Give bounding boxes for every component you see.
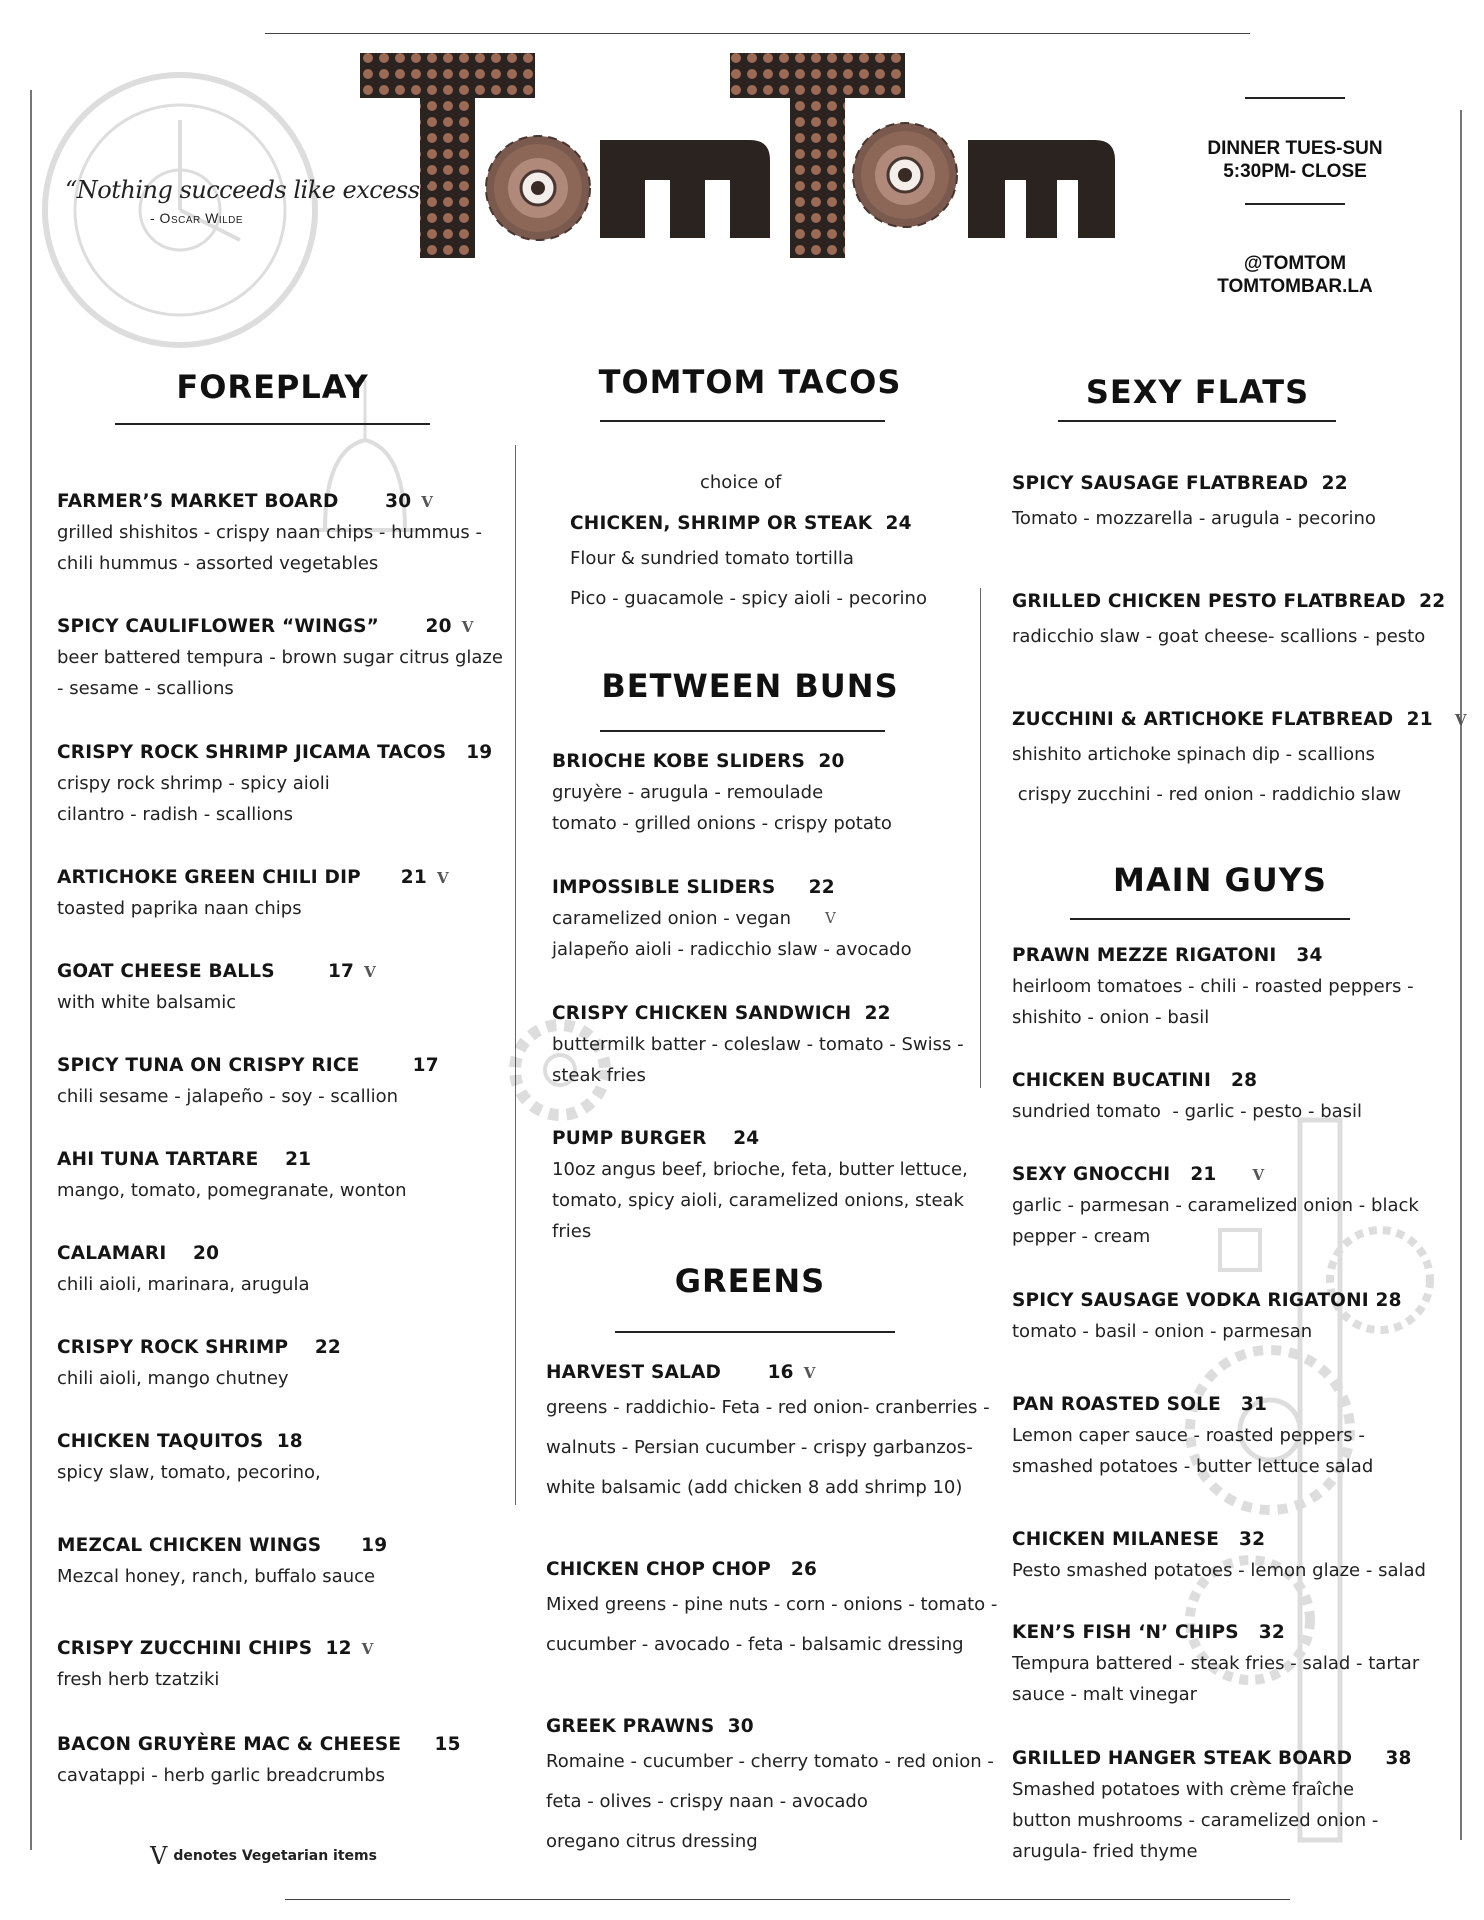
left-border — [30, 90, 32, 1850]
header-quote: “Nothing succeeds like excess” — [65, 176, 432, 204]
mains-rule — [1070, 918, 1350, 920]
hours-block — [1180, 137, 1410, 183]
item-desc: Tempura battered - steak fries - salad - tartar — [1012, 1653, 1420, 1674]
menu-item — [57, 612, 503, 704]
item-price: 24 — [885, 513, 912, 534]
item-name: BACON GRUYÈRE MAC & CHEESE — [57, 1734, 402, 1755]
item-name: SPICY CAULIFLOWER “WINGS” — [57, 616, 380, 637]
item-name: CRISPY CHICKEN SANDWICH — [552, 1003, 852, 1024]
menu-item — [57, 1531, 387, 1592]
column-divider-right — [980, 588, 981, 1088]
tomtom-logo — [360, 50, 1120, 265]
menu-item — [1012, 941, 1414, 1033]
item-price: 20 — [425, 616, 452, 637]
item-name: FARMER’S MARKET BOARD — [57, 491, 339, 512]
item-desc: cavatappi - herb garlic breadcrumbs — [57, 1765, 385, 1786]
vegetarian-icon: V — [461, 618, 474, 636]
tacos-choice-label: choice of — [700, 472, 782, 493]
item-price: 32 — [1258, 1622, 1285, 1643]
item-price: 19 — [466, 742, 493, 763]
item-name: CRISPY ROCK SHRIMP — [57, 1337, 289, 1358]
bottom-rule — [285, 1899, 1290, 1900]
item-desc: mango, tomato, pomegranate, wonton — [57, 1180, 407, 1201]
menu-item — [552, 999, 964, 1091]
item-price: 24 — [733, 1128, 760, 1149]
clock-watermark-icon — [40, 40, 340, 370]
item-name: PUMP BURGER — [552, 1128, 707, 1149]
item-price: 22 — [1419, 591, 1446, 612]
menu-item — [570, 509, 927, 619]
item-desc: beer battered tempura - brown sugar citrus glaze — [57, 647, 503, 668]
item-name: CHICKEN BUCATINI — [1012, 1070, 1212, 1091]
vegetarian-icon: V — [1252, 1166, 1265, 1184]
vegetarian-icon: V — [364, 963, 376, 981]
item-desc: button mushrooms - caramelized onion - — [1012, 1810, 1379, 1831]
hours-days: DINNER TUES-SUN — [1207, 138, 1383, 159]
item-name: ARTICHOKE GREEN CHILI DIP — [57, 867, 361, 888]
item-price: 20 — [818, 751, 845, 772]
item-name: GRILLED HANGER STEAK BOARD — [1012, 1748, 1353, 1769]
menu-item — [57, 1427, 321, 1488]
section-title-mains: MAIN GUYS — [1113, 861, 1327, 899]
vegetarian-icon: V — [436, 869, 449, 887]
item-desc: Lemon caper sauce - roasted peppers - — [1012, 1425, 1365, 1446]
item-name: PAN ROASTED SOLE — [1012, 1394, 1221, 1415]
item-desc: steak fries — [552, 1065, 646, 1086]
menu-item — [1012, 1744, 1412, 1867]
item-desc: sundried tomato - garlic - pesto - basil — [1012, 1101, 1363, 1122]
top-rule — [265, 33, 1250, 34]
item-price: 16 — [767, 1362, 794, 1383]
item-name: GRILLED CHICKEN PESTO FLATBREAD — [1012, 591, 1406, 612]
item-name: KEN’S FISH ‘N’ CHIPS — [1012, 1622, 1239, 1643]
website: TOMTOMBAR.LA — [1217, 276, 1373, 297]
item-desc: toasted paprika naan chips — [57, 898, 302, 919]
vegetarian-legend — [150, 1842, 377, 1870]
item-desc: greens - raddichio- Feta - red onion- cranberries - — [546, 1397, 990, 1418]
item-desc: chili hummus - assorted vegetables — [57, 553, 379, 574]
menu-item — [1012, 1160, 1419, 1252]
item-desc: walnuts - Persian cucumber - crispy garbanzos- — [546, 1437, 973, 1458]
vegetarian-icon: V — [825, 909, 836, 927]
menu-item — [552, 747, 892, 839]
item-desc: grilled shishitos - crispy naan chips - hummus - — [57, 522, 483, 543]
menu-item — [1012, 587, 1445, 657]
item-name: CRISPY ZUCCHINI CHIPS — [57, 1638, 313, 1659]
item-name: SEXY GNOCCHI — [1012, 1164, 1171, 1185]
item-desc: arugula- fried thyme — [1012, 1841, 1198, 1862]
item-price: 21 — [1190, 1164, 1217, 1185]
item-desc: fresh herb tzatziki — [57, 1669, 220, 1690]
item-price: 19 — [361, 1535, 388, 1556]
item-price: 22 — [1321, 473, 1348, 494]
menu-item — [57, 1239, 310, 1300]
menu-item — [1012, 1525, 1426, 1586]
hours-rule-top — [1245, 97, 1345, 99]
item-name: MEZCAL CHICKEN WINGS — [57, 1535, 322, 1556]
legend-text: denotes Vegetarian items — [173, 1848, 377, 1864]
item-desc: feta - olives - crispy naan - avocado — [546, 1791, 868, 1812]
item-desc: cilantro - radish - scallions — [57, 804, 294, 825]
item-name: ZUCCHINI & ARTICHOKE FLATBREAD — [1012, 709, 1394, 730]
menu-item — [546, 1712, 994, 1862]
item-price: 28 — [1375, 1290, 1402, 1311]
item-price: 32 — [1239, 1529, 1266, 1550]
menu-item — [57, 1145, 407, 1206]
greens-rule — [615, 1331, 895, 1333]
right-border — [1460, 110, 1462, 1840]
item-name: SPICY SAUSAGE FLATBREAD — [1012, 473, 1309, 494]
menu-item — [57, 1634, 374, 1695]
item-desc: fries — [552, 1221, 592, 1242]
item-name: CHICKEN, SHRIMP OR STEAK — [570, 513, 873, 534]
tacos-rule — [600, 420, 885, 422]
item-price: 20 — [193, 1243, 220, 1264]
item-desc: smashed potatoes - butter lettuce salad — [1012, 1456, 1374, 1477]
vegetarian-icon: V — [1454, 711, 1467, 729]
menu-item — [1012, 705, 1467, 815]
menu-item — [1012, 1618, 1419, 1710]
item-name: IMPOSSIBLE SLIDERS — [552, 877, 776, 898]
item-desc: Mixed greens - pine nuts - corn - onions - tomato - — [546, 1594, 998, 1615]
vegetarian-icon: V — [421, 493, 434, 511]
item-price: 21 — [285, 1149, 312, 1170]
item-desc: chili sesame - jalapeño - soy - scallion — [57, 1086, 399, 1107]
item-desc: white balsamic (add chicken 8 add shrimp 10) — [546, 1477, 963, 1498]
item-desc: shishito - onion - basil — [1012, 1007, 1210, 1028]
item-price: 22 — [314, 1337, 341, 1358]
item-price: 28 — [1231, 1070, 1258, 1091]
menu-item — [546, 1555, 997, 1665]
item-desc: shishito artichoke spinach dip - scallions — [1012, 744, 1375, 765]
item-desc: Flour & sundried tomato tortilla — [570, 548, 854, 569]
item-price: 17 — [327, 961, 355, 982]
social-handle: @TOMTOM — [1243, 253, 1347, 274]
item-price: 18 — [276, 1431, 303, 1452]
item-price: 22 — [864, 1003, 891, 1024]
item-name: CALAMARI — [57, 1243, 167, 1264]
menu-item — [552, 873, 912, 965]
item-desc: Pico - guacamole - spicy aioli - pecorino — [570, 588, 927, 609]
foreplay-rule — [115, 423, 430, 425]
menu-item — [57, 487, 482, 579]
item-name: CHICKEN TAQUITOS — [57, 1431, 264, 1452]
item-desc: tomato, spicy aioli, caramelized onions, steak — [552, 1190, 964, 1211]
section-title-buns: BETWEEN BUNS — [601, 667, 899, 705]
vegetarian-icon: V — [361, 1640, 374, 1658]
quote-author: - Oscar Wilde — [150, 210, 244, 226]
menu-item — [1012, 1286, 1402, 1347]
item-desc: - sesame - scallions — [57, 678, 234, 699]
item-price: 22 — [808, 877, 835, 898]
item-name: AHI TUNA TARTARE — [57, 1149, 259, 1170]
item-price: 30 — [727, 1716, 754, 1737]
item-desc: chili aioli, mango chutney — [57, 1368, 289, 1389]
item-price: 26 — [790, 1559, 818, 1580]
item-name: CHICKEN CHOP CHOP — [546, 1559, 771, 1580]
item-desc: garlic - parmesan - caramelized onion - black — [1012, 1195, 1419, 1216]
menu-item — [57, 1333, 341, 1394]
item-price: 38 — [1385, 1748, 1412, 1769]
section-title-greens: GREENS — [674, 1262, 826, 1300]
item-price: 34 — [1296, 945, 1323, 966]
menu-item — [57, 957, 376, 1018]
item-name: GOAT CHEESE BALLS — [57, 961, 275, 982]
item-desc: jalapeño aioli - radicchio slaw - avocado — [552, 939, 912, 960]
item-price: 31 — [1240, 1394, 1268, 1415]
section-title-flats: SEXY FLATS — [1085, 373, 1310, 411]
item-desc: crispy rock shrimp - spicy aioli — [57, 773, 330, 794]
hours-rule-bottom — [1245, 203, 1345, 205]
item-desc: Tomato - mozzarella - arugula - pecorino — [1012, 508, 1376, 529]
item-price: 15 — [434, 1734, 461, 1755]
section-title-tacos: TOMTOM TACOS — [598, 363, 902, 401]
menu-item — [57, 863, 449, 924]
item-desc: gruyère - arugula - remoulade — [552, 782, 824, 803]
item-name: HARVEST SALAD — [546, 1362, 722, 1383]
item-name: BRIOCHE KOBE SLIDERS — [552, 751, 806, 772]
item-desc: crispy zucchini - red onion - raddichio slaw — [1012, 784, 1402, 805]
menu-item — [1012, 469, 1376, 539]
vegetarian-icon: V — [803, 1364, 816, 1382]
item-name: SPICY SAUSAGE VODKA RIGATONI — [1012, 1290, 1369, 1311]
item-desc: Smashed potatoes with crème fraîche — [1012, 1779, 1355, 1800]
item-name: CRISPY ROCK SHRIMP JICAMA TACOS — [57, 742, 447, 763]
item-desc: pepper - cream — [1012, 1226, 1151, 1247]
item-price: 12 — [325, 1638, 352, 1659]
flats-rule — [1058, 420, 1336, 422]
item-desc: heirloom tomatoes - chili - roasted peppers - — [1012, 976, 1414, 997]
menu-item — [57, 738, 492, 830]
item-price: 21 — [400, 867, 427, 888]
item-desc: caramelized onion - vegan — [552, 908, 792, 929]
item-desc: Pesto smashed potatoes - lemon glaze - salad — [1012, 1560, 1426, 1581]
column-divider-left — [515, 445, 516, 1505]
menu-item — [552, 1124, 968, 1247]
item-desc: tomato - grilled onions - crispy potato — [552, 813, 892, 834]
item-desc: Mezcal honey, ranch, buffalo sauce — [57, 1566, 376, 1587]
menu-item — [1012, 1390, 1373, 1482]
social-block — [1180, 252, 1410, 298]
item-desc: sauce - malt vinegar — [1012, 1684, 1198, 1705]
item-desc: 10oz angus beef, brioche, feta, butter lettuce, — [552, 1159, 968, 1180]
item-name: PRAWN MEZZE RIGATONI — [1012, 945, 1277, 966]
menu-item — [1012, 1066, 1362, 1127]
item-name: SPICY TUNA ON CRISPY RICE — [57, 1055, 360, 1076]
item-price: 17 — [412, 1055, 439, 1076]
item-desc: cucumber - avocado - feta - balsamic dressing — [546, 1634, 964, 1655]
menu-item — [546, 1358, 990, 1508]
item-name: CHICKEN MILANESE — [1012, 1529, 1220, 1550]
item-price: 21 — [1406, 709, 1433, 730]
item-desc: Romaine - cucumber - cherry tomato - red onion - — [546, 1751, 994, 1772]
vegetarian-icon: V — [150, 1842, 168, 1870]
item-desc: oregano citrus dressing — [546, 1831, 758, 1852]
item-desc: tomato - basil - onion - parmesan — [1012, 1321, 1313, 1342]
item-desc: chili aioli, marinara, arugula — [57, 1274, 310, 1295]
hours-time: 5:30PM- CLOSE — [1223, 161, 1367, 182]
buns-rule — [600, 730, 885, 732]
menu-item — [57, 1051, 439, 1112]
item-desc: radicchio slaw - goat cheese- scallions - pesto — [1012, 626, 1426, 647]
item-name: GREEK PRAWNS — [546, 1716, 715, 1737]
section-title-foreplay: FOREPLAY — [176, 368, 369, 406]
item-desc: spicy slaw, tomato, pecorino, — [57, 1462, 321, 1483]
menu-item — [57, 1730, 461, 1791]
item-desc: with white balsamic — [57, 992, 237, 1013]
item-desc: buttermilk batter - coleslaw - tomato - Swiss - — [552, 1034, 964, 1055]
item-price: 30 — [385, 491, 412, 512]
